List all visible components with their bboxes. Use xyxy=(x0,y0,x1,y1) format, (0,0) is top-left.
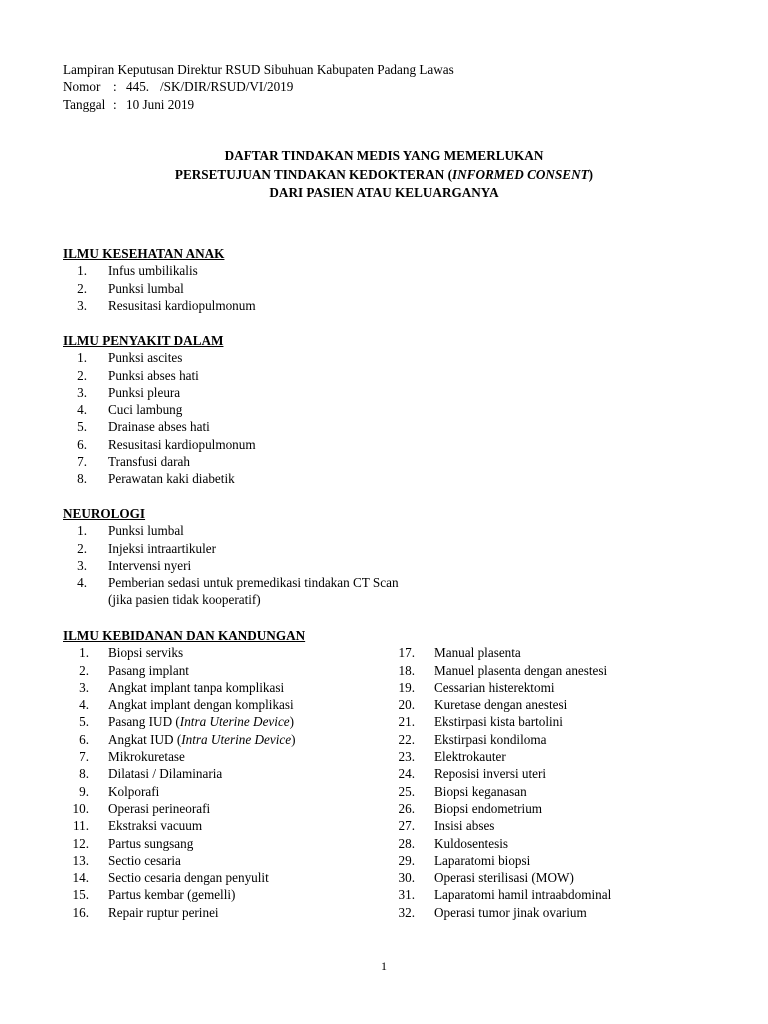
list-item xyxy=(63,783,383,800)
list-item xyxy=(63,800,383,817)
list-item xyxy=(63,869,383,886)
item-text xyxy=(108,453,190,470)
list-item xyxy=(389,869,719,886)
item-number: 20. xyxy=(398,697,415,713)
item-text-main: Intervensi nyeri xyxy=(108,557,192,573)
item-text xyxy=(434,904,587,921)
list-item xyxy=(63,349,703,366)
item-text-main: Punksi lumbal xyxy=(108,280,184,296)
section-heading: ILMU KESEHATAN ANAK xyxy=(63,246,225,261)
item-number: 1. xyxy=(79,645,89,661)
item-number: 4. xyxy=(77,575,87,591)
item-text xyxy=(108,662,189,679)
item-number: 7. xyxy=(77,454,87,470)
header-tanggal-row xyxy=(63,96,454,113)
item-text-main: Insisi abses xyxy=(434,818,495,834)
item-text-main: Punksi ascites xyxy=(108,350,183,366)
item-text-main: Angkat implant tanpa komplikasi xyxy=(108,679,285,695)
item-text xyxy=(108,262,198,279)
list-item xyxy=(63,367,703,384)
list-item xyxy=(389,800,719,817)
item-number: 6. xyxy=(77,436,87,452)
item-number: 27. xyxy=(398,818,415,834)
item-text xyxy=(434,886,611,903)
section-kesehatan-anak xyxy=(63,245,703,314)
list-item xyxy=(389,696,719,713)
item-number: 7. xyxy=(79,749,89,765)
list-item xyxy=(63,418,703,435)
list-item xyxy=(63,886,383,903)
item-text xyxy=(434,817,494,834)
item-number: 9. xyxy=(79,783,89,799)
item-text-main: Partus sungsang xyxy=(108,835,194,851)
item-text-main: Elektrokauter xyxy=(434,749,506,765)
item-number: 1. xyxy=(77,350,87,366)
list-item-continuation xyxy=(63,591,703,608)
title-line-3: DARI PASIEN ATAU KELUARGANYA xyxy=(269,185,499,200)
item-number: 19. xyxy=(398,679,415,695)
list-item xyxy=(389,904,719,921)
item-text-main: Injeksi intraartikuler xyxy=(108,540,217,556)
item-text-main: Punksi abses hati xyxy=(108,367,199,383)
item-text-main: Infus umbilikalis xyxy=(108,263,198,279)
item-number: 1. xyxy=(77,523,87,539)
item-text xyxy=(108,522,184,539)
item-text-main: Operasi perineorafi xyxy=(108,800,211,816)
item-text-main: Transfusi darah xyxy=(108,454,190,470)
list-column-right xyxy=(389,644,719,921)
list-item xyxy=(389,765,719,782)
list-item xyxy=(63,574,703,591)
list-item xyxy=(63,522,703,539)
item-text-main: Mikrokuretase xyxy=(108,749,185,765)
list-item xyxy=(389,852,719,869)
item-number: 8. xyxy=(77,471,87,487)
section-list xyxy=(63,349,703,487)
item-text-main: Ekstirpasi kondiloma xyxy=(434,731,547,747)
title-line-2-pre: PERSETUJUAN TINDAKAN KEDOKTERAN ( xyxy=(174,166,452,182)
title-line-2-post: ) xyxy=(588,166,594,182)
item-text xyxy=(108,384,180,401)
item-text-main: Sectio cesaria xyxy=(108,852,181,868)
page-number: 1 xyxy=(381,959,387,973)
section-list xyxy=(63,262,703,314)
item-number: 26. xyxy=(398,800,415,816)
item-text xyxy=(108,367,199,384)
tanggal-separator: : xyxy=(113,96,117,112)
item-text-main: Operasi sterilisasi (MOW) xyxy=(434,870,574,886)
item-number: 28. xyxy=(398,835,415,851)
item-text xyxy=(434,835,508,852)
document-header xyxy=(63,61,454,113)
item-text xyxy=(434,713,563,730)
item-number: 4. xyxy=(79,697,89,713)
item-number: 5. xyxy=(79,714,89,730)
item-text-post: ) xyxy=(289,714,295,730)
item-text-main: Perawatan kaki diabetik xyxy=(108,471,235,487)
item-text xyxy=(434,662,607,679)
nomor-number: 445. xyxy=(126,79,150,95)
list-item xyxy=(63,696,383,713)
item-text xyxy=(108,349,182,366)
item-text xyxy=(434,748,506,765)
item-text-main: Resusitasi kardiopulmonum xyxy=(108,297,256,313)
item-number: 8. xyxy=(79,766,89,782)
list-item xyxy=(63,662,383,679)
list-item xyxy=(63,384,703,401)
item-number: 24. xyxy=(398,766,415,782)
item-text-main: Kolporafi xyxy=(108,783,160,799)
item-number: 2. xyxy=(79,662,89,678)
title-line-2 xyxy=(0,166,768,185)
nomor-label: Nomor xyxy=(63,79,101,95)
item-number: 30. xyxy=(398,870,415,886)
item-number: 6. xyxy=(79,731,89,747)
item-number: 22. xyxy=(398,731,415,747)
item-text-main: Angkat IUD ( xyxy=(108,731,182,747)
item-text: (jika pasien tidak kooperatif) xyxy=(108,592,261,608)
list-item xyxy=(389,783,719,800)
item-number: 3. xyxy=(77,297,87,313)
item-number: 32. xyxy=(398,904,415,920)
item-text-main: Manual plasenta xyxy=(434,645,521,661)
item-text xyxy=(108,783,159,800)
item-number: 17. xyxy=(398,645,415,661)
list-item xyxy=(63,470,703,487)
tanggal-label: Tanggal xyxy=(63,96,106,112)
item-text-main: Pasang IUD ( xyxy=(108,714,180,730)
item-text-main: Cessarian histerektomi xyxy=(434,679,555,695)
item-number: 2. xyxy=(77,367,87,383)
item-number: 14. xyxy=(72,870,89,886)
item-text xyxy=(108,713,294,730)
item-text-main: Pemberian sedasi untuk premedikasi tindakan CT Scan xyxy=(108,575,399,591)
item-text-italic: Intra Uterine Device xyxy=(179,714,290,730)
item-text xyxy=(108,418,210,435)
list-item xyxy=(63,297,703,314)
item-text xyxy=(108,696,294,713)
item-text xyxy=(108,401,182,418)
item-text xyxy=(434,800,542,817)
item-text-main: Manuel plasenta dengan anestesi xyxy=(434,662,608,678)
item-text xyxy=(108,297,256,314)
item-text xyxy=(108,835,193,852)
title-line-2-italic: INFORMED CONSENT xyxy=(452,166,589,182)
item-text xyxy=(434,765,546,782)
item-number: 3. xyxy=(77,557,87,573)
item-number: 1. xyxy=(77,263,87,279)
item-text xyxy=(108,904,219,921)
list-item xyxy=(389,886,719,903)
section-kebidanan-kandungan xyxy=(63,627,723,920)
item-number: 3. xyxy=(77,384,87,400)
item-text xyxy=(108,765,222,782)
item-text xyxy=(108,644,183,661)
list-item xyxy=(63,904,383,921)
list-item xyxy=(63,852,383,869)
item-text-main: Kuretase dengan anestesi xyxy=(434,697,568,713)
section-list xyxy=(63,522,703,591)
list-item xyxy=(63,453,703,470)
list-item xyxy=(63,765,383,782)
item-text-main: Ekstirpasi kista bartolini xyxy=(434,714,563,730)
item-text xyxy=(108,869,269,886)
section-heading: ILMU PENYAKIT DALAM xyxy=(63,333,224,348)
item-text xyxy=(108,436,256,453)
list-item xyxy=(63,679,383,696)
section-neurologi xyxy=(63,505,703,609)
list-item xyxy=(63,713,383,730)
item-text xyxy=(108,470,235,487)
item-text xyxy=(108,574,399,591)
list-item xyxy=(389,713,719,730)
list-item xyxy=(63,748,383,765)
item-number: 31. xyxy=(398,887,415,903)
item-number: 5. xyxy=(77,419,87,435)
item-text-main: Laparatomi hamil intraabdominal xyxy=(434,887,612,903)
item-text xyxy=(434,869,574,886)
nomor-value: /SK/DIR/RSUD/VI/2019 xyxy=(160,79,294,95)
list-item xyxy=(389,662,719,679)
list-item xyxy=(63,262,703,279)
item-text-main: Laparatomi biopsi xyxy=(434,852,531,868)
item-text-post: ) xyxy=(291,731,296,747)
item-number: 10. xyxy=(72,800,89,816)
item-text xyxy=(434,783,527,800)
item-number: 21. xyxy=(398,714,415,730)
item-text xyxy=(108,557,191,574)
item-text xyxy=(108,731,296,748)
item-number: 11. xyxy=(73,818,89,834)
item-text-main: Pasang implant xyxy=(108,662,189,678)
tanggal-value: 10 Juni 2019 xyxy=(126,96,195,112)
item-text xyxy=(108,280,184,297)
item-number: 2. xyxy=(77,540,87,556)
item-text-main: Punksi pleura xyxy=(108,384,181,400)
item-text xyxy=(108,540,216,557)
item-text-main: Repair ruptur perinei xyxy=(108,904,219,920)
list-column-left xyxy=(63,644,383,921)
item-text-main: Biopsi keganasan xyxy=(434,783,527,799)
list-item xyxy=(63,557,703,574)
list-item xyxy=(63,540,703,557)
list-item xyxy=(63,436,703,453)
item-number: 12. xyxy=(72,835,89,851)
item-number: 4. xyxy=(77,402,87,418)
item-text xyxy=(434,696,567,713)
item-text xyxy=(108,748,185,765)
item-text-main: Partus kembar (gemelli) xyxy=(108,887,236,903)
item-text-main: Operasi tumor jinak ovarium xyxy=(434,904,587,920)
item-number: 29. xyxy=(398,852,415,868)
header-nomor-row xyxy=(63,78,454,95)
item-number: 16. xyxy=(72,904,89,920)
item-text-main: Kuldosentesis xyxy=(434,835,508,851)
list-item xyxy=(389,835,719,852)
section-penyakit-dalam xyxy=(63,332,703,488)
item-text-main: Biopsi serviks xyxy=(108,645,184,661)
item-text-main: Cuci lambung xyxy=(108,402,183,418)
list-item xyxy=(63,644,383,661)
list-item xyxy=(389,748,719,765)
item-text xyxy=(434,679,555,696)
nomor-separator: : xyxy=(113,79,117,95)
section-heading: ILMU KEBIDANAN DAN KANDUNGAN xyxy=(63,628,306,643)
list-item xyxy=(63,401,703,418)
item-number: 13. xyxy=(72,852,89,868)
item-number: 2. xyxy=(77,280,87,296)
list-item xyxy=(389,679,719,696)
item-text xyxy=(108,852,181,869)
list-item xyxy=(389,731,719,748)
list-item xyxy=(63,280,703,297)
item-text xyxy=(434,644,521,661)
title-line-1: DAFTAR TINDAKAN MEDIS YANG MEMERLUKAN xyxy=(224,148,544,163)
item-number: 25. xyxy=(398,783,415,799)
item-text xyxy=(108,817,202,834)
item-text-main: Ekstraksi vacuum xyxy=(108,818,203,834)
item-text xyxy=(434,731,546,748)
section-heading: NEUROLOGI xyxy=(63,506,146,521)
list-item xyxy=(63,817,383,834)
item-text-main: Drainase abses hati xyxy=(108,419,210,435)
document-title xyxy=(0,147,768,203)
item-text xyxy=(108,679,284,696)
list-item xyxy=(389,644,719,661)
item-text-main: Reposisi inversi uteri xyxy=(434,766,547,782)
item-number: 3. xyxy=(79,679,89,695)
list-item xyxy=(389,817,719,834)
list-item xyxy=(63,835,383,852)
header-attachment-line: Lampiran Keputusan Direktur RSUD Sibuhuan Kabupaten Padang Lawas xyxy=(63,62,454,77)
item-text-italic: Intra Uterine Device xyxy=(181,731,292,747)
item-text-main: Angkat implant dengan komplikasi xyxy=(108,697,294,713)
item-text-main: Dilatasi / Dilaminaria xyxy=(108,766,223,782)
item-number: 15. xyxy=(72,887,89,903)
item-number: 18. xyxy=(398,662,415,678)
item-number: 23. xyxy=(398,749,415,765)
item-text-main: Biopsi endometrium xyxy=(434,800,543,816)
item-text-main: Punksi lumbal xyxy=(108,523,184,539)
item-text xyxy=(108,886,235,903)
item-text-main: Sectio cesaria dengan penyulit xyxy=(108,870,269,886)
item-text-main: Resusitasi kardiopulmonum xyxy=(108,436,256,452)
item-text xyxy=(108,800,210,817)
list-item xyxy=(63,731,383,748)
item-text xyxy=(434,852,530,869)
